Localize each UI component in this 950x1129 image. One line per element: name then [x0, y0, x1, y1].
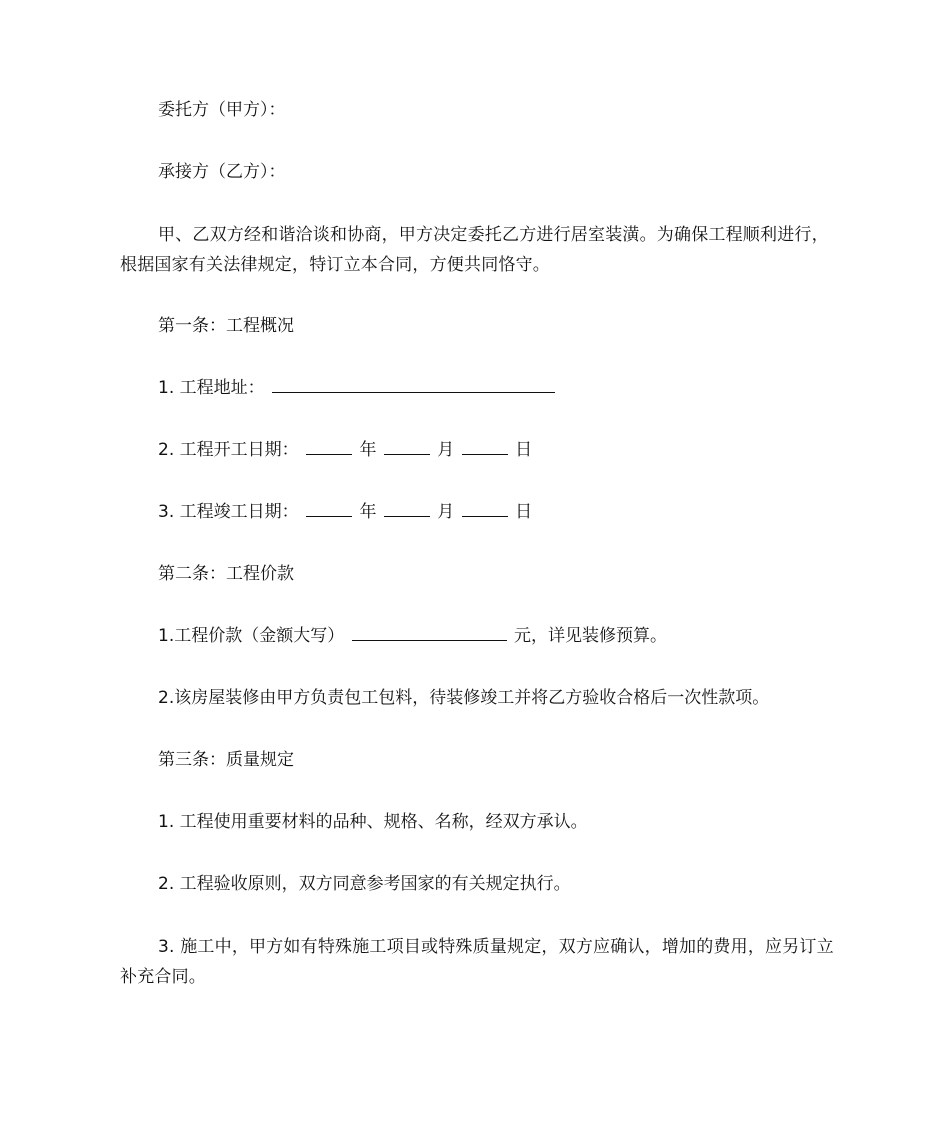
start-day-text: 日: [515, 440, 533, 460]
article2-title: 第二条：工程价款: [158, 564, 294, 584]
end-date-label: 3. 工程竣工日期：: [158, 502, 299, 522]
end-month-blank: [384, 500, 430, 517]
end-day-blank: [462, 500, 508, 517]
start-day-blank: [462, 438, 508, 455]
start-month-text: 月: [437, 440, 455, 460]
price-suffix: 元，详见装修预算。: [514, 626, 668, 646]
address-line: [158, 376, 557, 400]
end-date-line: [158, 500, 532, 524]
price-blank: [352, 624, 507, 641]
party-b-line: 承接方（乙方）：: [158, 162, 286, 182]
price-label: 1.工程价款（金额大写）: [158, 626, 345, 646]
party-a-line: 委托方（甲方）：: [158, 100, 286, 120]
quality-item-3: 3. 施工中，甲方如有特殊施工项目或特殊质量规定，双方应确认，增加的费用，应另订立补充合同。: [120, 937, 834, 987]
address-label: 1. 工程地址：: [158, 378, 265, 398]
start-month-blank: [384, 438, 430, 455]
start-year-text: 年: [359, 440, 377, 460]
quality-item-1: 1. 工程使用重要材料的品种、规格、名称，经双方承认。: [158, 812, 588, 832]
article3-title: 第三条：质量规定: [158, 750, 294, 770]
end-month-text: 月: [437, 502, 455, 522]
start-year-blank: [306, 438, 352, 455]
end-day-text: 日: [515, 502, 533, 522]
price-line: [158, 624, 667, 648]
intro-paragraph: 甲、乙双方经和谐洽谈和协商，甲方决定委托乙方进行居室装潢。为确保工程顺利进行，根据国家有关法律规定，特订立本合同，方便共同恪守。: [120, 225, 829, 275]
address-blank: [272, 376, 555, 393]
start-date-label: 2. 工程开工日期：: [158, 440, 299, 460]
end-year-blank: [306, 500, 352, 517]
end-year-text: 年: [359, 502, 377, 522]
quality-item-2: 2. 工程验收原则，双方同意参考国家的有关规定执行。: [158, 874, 571, 894]
article1-title: 第一条：工程概况: [158, 316, 294, 336]
start-date-line: [158, 438, 532, 462]
payment-line: 2.该房屋装修由甲方负责包工包料，待装修竣工并将乙方验收合格后一次性款项。: [158, 688, 770, 708]
